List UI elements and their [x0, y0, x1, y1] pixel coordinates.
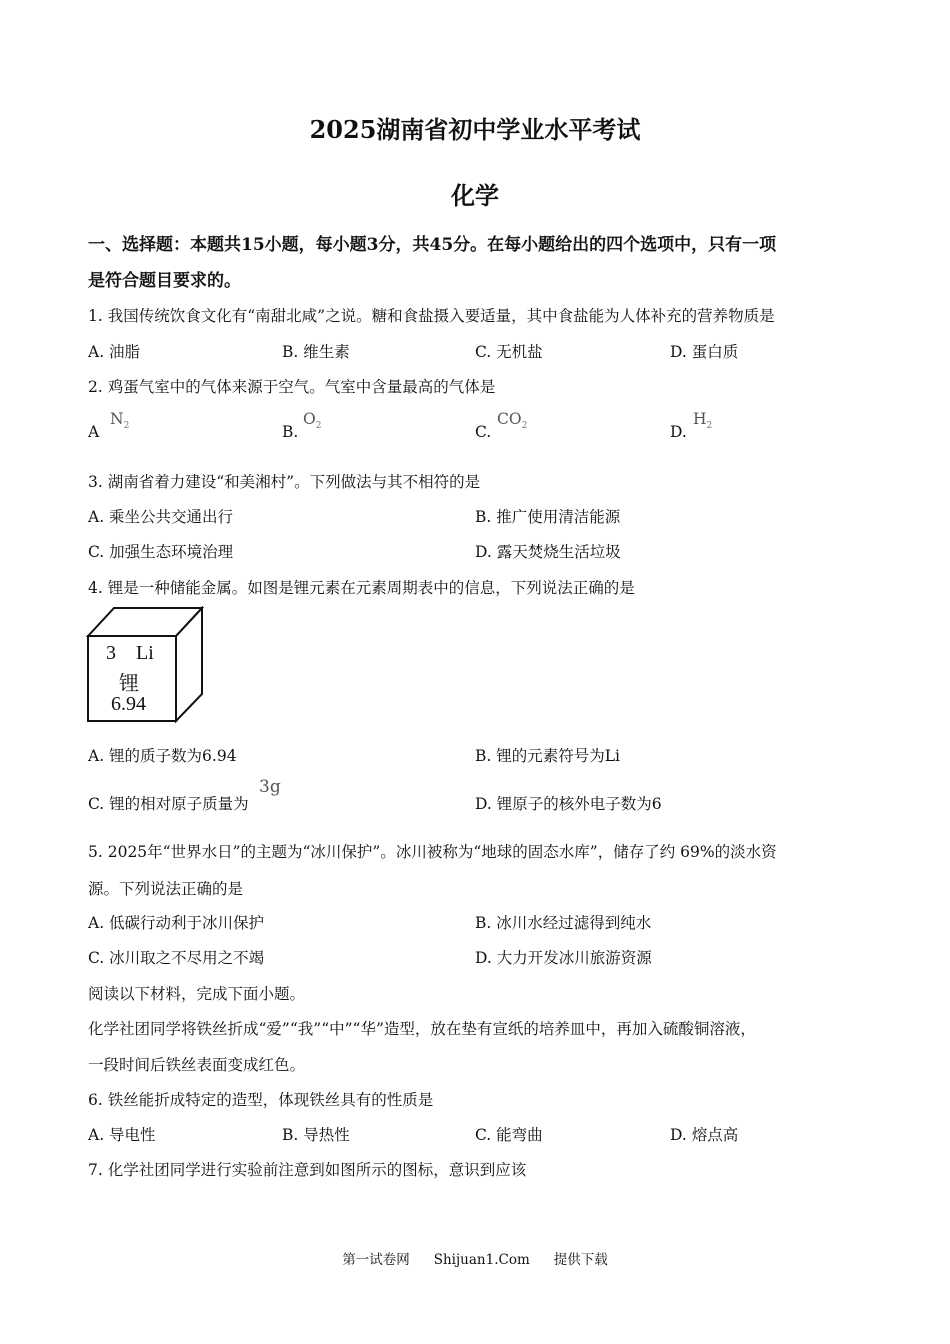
q3-stem: 3. 湖南省着力建设“和美湘村”。下列做法与其不相符的是 [88, 473, 481, 491]
footer-note: 提供下载 [553, 1252, 608, 1268]
q2-formula-a: $N_2$ [110, 410, 130, 431]
q4-option-c-value: 3g [259, 777, 281, 797]
section-heading-line1: 一、选择题：本题共15小题，每小题3分，共45分。在每小题给出的四个选项中，只有一项 [88, 235, 777, 255]
q6-option-b: B. 导热性 [282, 1126, 350, 1144]
q6-option-d: D. 熔点高 [670, 1126, 739, 1144]
q5-stem-line1: 5. 2025年“世界水日”的主题为“冰川保护”。冰川被称为“地球的固态水库”，储存了约 69%的淡水资 [88, 843, 777, 861]
q6-stem: 6. 铁丝能折成特定的造型，体现铁丝具有的性质是 [88, 1091, 434, 1109]
q4-option-a: A. 锂的质子数为6.94 [88, 747, 237, 765]
q4-option-d: D. 锂原子的核外电子数为6 [475, 795, 662, 813]
element-number: 3 [106, 642, 116, 664]
element-symbol: Li [136, 642, 154, 664]
element-card-lithium [86, 606, 206, 724]
q1-option-a: A. 油脂 [88, 343, 141, 361]
q2-stem: 2. 鸡蛋气室中的气体来源于空气。气室中含量最高的气体是 [88, 378, 496, 396]
q6-option-a: A. 导电性 [88, 1126, 156, 1144]
footer-domain[interactable]: Shijuan1.Com [433, 1252, 530, 1268]
q2-label-d: D. [670, 423, 687, 441]
reading-material-line2: 一段时间后铁丝表面变成红色。 [88, 1056, 306, 1074]
q5-option-c: C. 冰川取之不尽用之不竭 [88, 949, 265, 967]
q7-stem: 7. 化学社团同学进行实验前注意到如图所示的图标，意识到应该 [88, 1161, 527, 1179]
footer-site: 第一试卷网 [342, 1252, 410, 1268]
element-name: 锂 [119, 671, 139, 695]
q5-option-a: A. 低碳行动利于冰川保护 [88, 914, 265, 932]
q4-stem: 4. 锂是一种储能金属。如图是锂元素在元素周期表中的信息，下列说法正确的是 [88, 579, 635, 597]
page-footer [0, 1248, 950, 1268]
reading-material-line1: 化学社团同学将铁丝折成“爱”“我”“中”“华”造型，放在垫有宣纸的培养皿中，再加入硫酸铜溶液， [88, 1020, 756, 1038]
q5-stem-line2: 源。下列说法正确的是 [88, 880, 244, 898]
q1-stem: 1. 我国传统饮食文化有“南甜北咸”之说。糖和食盐摄入要适量，其中食盐能为人体补充的营养物质是 [88, 307, 775, 325]
section-heading-line2: 是符合题目要求的。 [88, 271, 241, 291]
q2-formula-c: $CO_2$ [497, 410, 528, 431]
q4-option-c: C. 锂的相对原子质量为 [88, 795, 249, 813]
q5-option-d: D. 大力开发冰川旅游资源 [475, 949, 652, 967]
q4-option-b: B. 锂的元素符号为Li [475, 747, 620, 765]
q1-option-c: C. 无机盐 [475, 343, 543, 361]
q2-label-b: B. [282, 423, 299, 441]
subject-title: 化学 [451, 181, 499, 210]
q5-option-b: B. 冰川水经过滤得到纯水 [475, 914, 652, 932]
q6-option-c: C. 能弯曲 [475, 1126, 543, 1144]
q1-option-d: D. 蛋白质 [670, 343, 739, 361]
element-cube-graphic [86, 606, 206, 724]
q3-option-d: D. 露天焚烧生活垃圾 [475, 543, 621, 561]
q3-option-b: B. 推广使用清洁能源 [475, 508, 621, 526]
q3-option-a: A. 乘坐公共交通出行 [88, 508, 234, 526]
q2-label-a: A [88, 423, 100, 441]
q2-formula-d: $H_2$ [693, 410, 713, 431]
reading-intro: 阅读以下材料，完成下面小题。 [88, 985, 306, 1003]
q2-label-c: C. [475, 423, 492, 441]
element-mass: 6.94 [111, 693, 146, 715]
q1-option-b: B. 维生素 [282, 343, 350, 361]
q2-formula-b: $O_2$ [303, 410, 322, 431]
q3-option-c: C. 加强生态环境治理 [88, 543, 234, 561]
exam-title: 2025湖南省初中学业水平考试 [309, 115, 641, 144]
